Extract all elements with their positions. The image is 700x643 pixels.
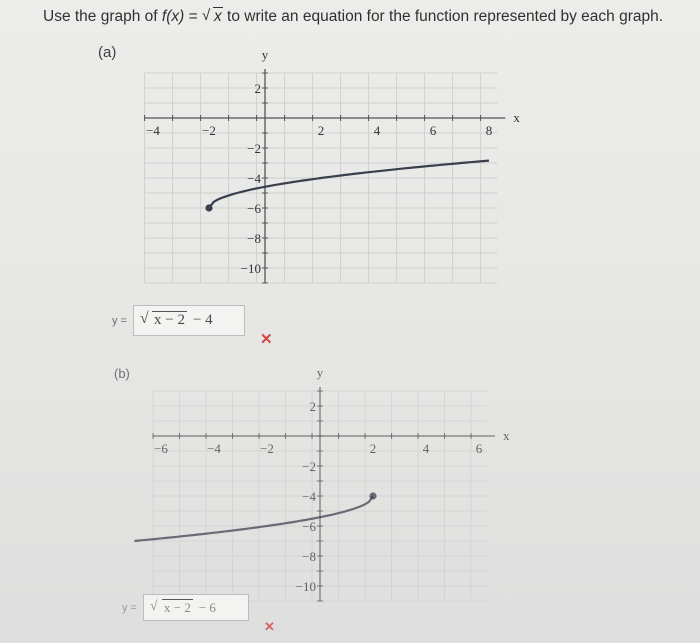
- function-curve: [135, 496, 374, 541]
- y-tick-label: −2: [247, 141, 261, 156]
- curve-endpoint: [369, 492, 376, 499]
- y-tick-label: −4: [302, 489, 316, 504]
- x-tick-label: 4: [422, 441, 430, 456]
- y-tick-label: −4: [247, 171, 261, 186]
- answer-row-b: [122, 594, 249, 621]
- question-text: Use the graph of f(x) = √ x to write an equation for the function represented by each graph.: [43, 8, 700, 26]
- y-tick-label: −8: [247, 231, 261, 246]
- x-tick-label: 6: [429, 123, 437, 138]
- y-tick-label: −6: [302, 519, 316, 534]
- x-axis-label: x: [502, 428, 510, 443]
- answer-input-a[interactable]: √ x − 2 − 4: [133, 305, 245, 336]
- part-a-label: (a): [98, 44, 117, 61]
- y-tick-label: −10: [295, 579, 316, 594]
- x-tick-label: −2: [260, 441, 274, 456]
- sqrt-expression: √ x: [202, 8, 223, 26]
- x-tick-label: 8: [485, 123, 493, 138]
- x-tick-label: 2: [317, 123, 325, 138]
- x-tick-label: 2: [369, 441, 377, 456]
- y-axis-label: y: [316, 365, 324, 380]
- answer-prefix: y =: [122, 601, 137, 614]
- answer-prefix: y =: [112, 314, 127, 327]
- x-tick-label: −6: [154, 441, 168, 456]
- function-name: f(x): [161, 8, 185, 25]
- y-axis-label: y: [261, 47, 269, 62]
- y-tick-label: 2: [254, 81, 261, 96]
- x-tick-label: 4: [373, 123, 381, 138]
- x-tick-label: −2: [202, 123, 216, 138]
- x-tick-label: 6: [475, 441, 483, 456]
- y-tick-label: 2: [309, 399, 316, 414]
- part-b-label: (b): [114, 366, 130, 381]
- answer-input-b[interactable]: √ x − 2 − 6: [143, 594, 249, 621]
- incorrect-icon: ✕: [260, 331, 273, 348]
- x-axis-label: x: [513, 110, 520, 125]
- y-tick-label: −8: [302, 549, 316, 564]
- y-tick-label: −6: [247, 201, 261, 216]
- y-tick-label: −10: [240, 261, 261, 276]
- x-tick-label: −4: [207, 441, 221, 456]
- y-tick-label: −2: [302, 459, 316, 474]
- incorrect-icon: ✕: [264, 619, 275, 634]
- x-tick-label: −4: [146, 123, 160, 138]
